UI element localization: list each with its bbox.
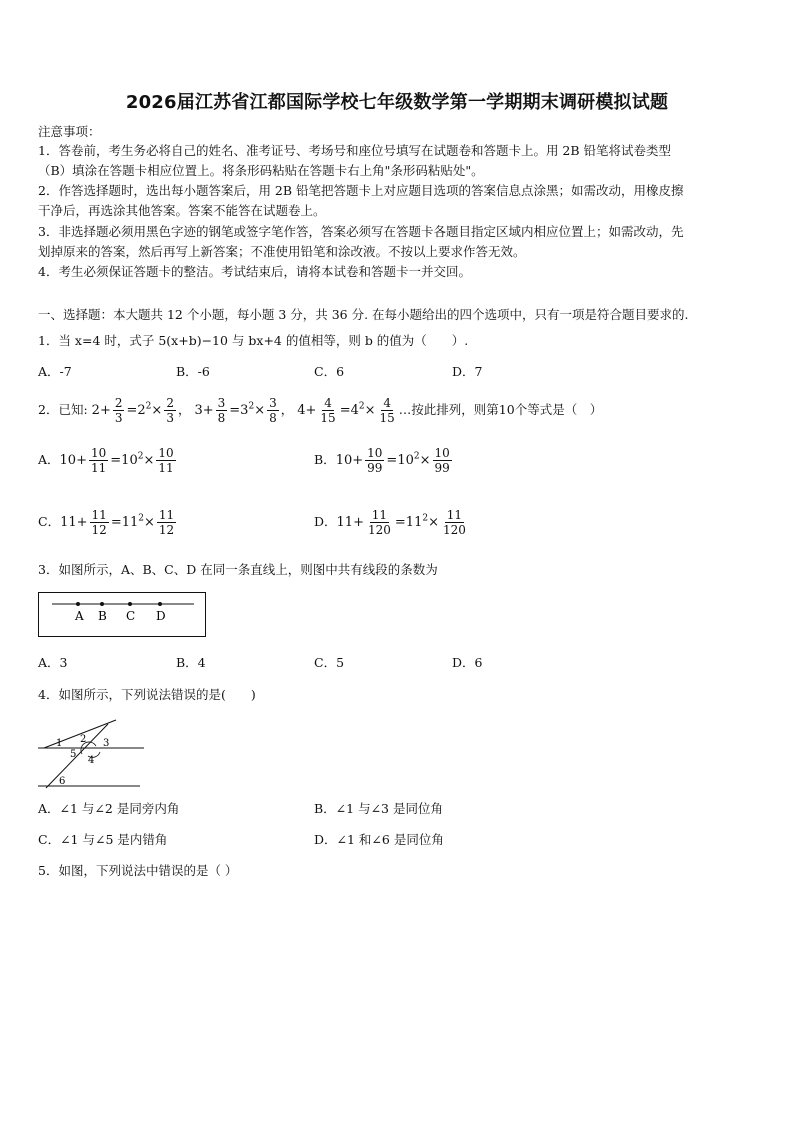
q4-angle-figure [36, 716, 146, 790]
q3-option-d: D．6 [452, 655, 483, 670]
note-line: （B）填涂在答题卡相应位置上。将条形码粘贴在答题卡右上角"条形码粘贴处"。 [38, 163, 484, 178]
q2-option-a: A．10+ $\frac{10}{11}$ $=10^2\times$ $\frac{10}{11}$ [38, 446, 174, 475]
q2-option-c: C．11+ $\frac{11}{12}$ $=11^2\times$ $\frac{11}{12}$ [38, 508, 175, 537]
note-line: 1．答卷前，考生务必将自己的姓名、准考证号、考场号和座位号填写在试题卷和答题卡上。用 2B 铅笔将试卷类型 [38, 143, 672, 158]
q2-option-d: D．11+ $\frac{11}{120}$ $=11^2\times$ $\frac{11}{120}$ [314, 508, 466, 537]
q3-option-a: A．3 [38, 655, 68, 670]
point-label-c: C [126, 609, 136, 623]
question-3-stem: 3．如图所示，A、B、C、D 在同一条直线上，则图中共有线段的条数为 [38, 562, 438, 577]
question-2-stem: 2．已知: 2+ $\frac{2}{3}$ $=2^2\times$ $\frac{2}{3}$ ， 3+ $\frac{3}{8}$ $=3^2\times$ $\frac{3}{8}$ ， 4+ $\frac{4}{15}$ $=4^2\times$ $\frac{4}{15}$ …按此排列，则第10个等式是（ ） [38, 396, 603, 425]
q4-option-b: B．∠1 与∠3 是同位角 [314, 801, 443, 816]
note-line: 划掉原来的答案，然后再写上新答案；不准使用铅笔和涂改液。不按以上要求作答无效。 [38, 244, 526, 259]
q2-prefix: 2．已知: [38, 402, 88, 417]
q1-option-c: C．6 [314, 364, 345, 379]
note-line: 2．作答选择题时，选出每小题答案后，用 2B 铅笔把答题卡上对应题目选项的答案信息点涂黑；如需改动，用橡皮擦 [38, 183, 684, 198]
point-label-d: D [156, 609, 166, 623]
note-line: 干净后，再选涂其他答案。答案不能答在试题卷上。 [38, 203, 326, 218]
q1-option-a: A．-7 [38, 364, 72, 379]
note-line: 4．考生必须保证答题卡的整洁。考试结束后，请将本试卷和答题卡一并交回。 [38, 264, 471, 279]
angle-label-1: 1 [56, 738, 63, 749]
section-heading: 一、选择题：本大题共 12 个小题，每小题 3 分，共 36 分. 在每小题给出的四个选项中，只有一项是符合题目要求的. [38, 307, 689, 322]
q4-option-d: D．∠1 和∠6 是同位角 [314, 832, 444, 847]
note-line: 3．非选择题必须用黑色字迹的钢笔或签字笔作答，答案必须写在答题卡各题目指定区域内相应位置上；如需改动，先 [38, 224, 684, 239]
angle-label-5: 5 [70, 749, 77, 760]
point-label-a: A [75, 609, 84, 623]
transversal-lower [46, 724, 108, 788]
notes-heading: 注意事项： [38, 124, 101, 139]
question-5-stem: 5．如图，下列说法中错误的是（ ） [38, 863, 238, 878]
point-label-b: B [98, 609, 107, 623]
q2-term: 4+ $\frac{4}{15}$ $=4^2\times$ $\frac{4}{15}$ [297, 396, 395, 425]
q2-term: 2+ $\frac{2}{3}$ $=2^2\times$ $\frac{2}{3}$ [91, 396, 174, 425]
q3-option-c: C．5 [314, 655, 345, 670]
point-b [100, 602, 104, 606]
q3-option-b: B．4 [176, 655, 206, 670]
page-title: 2026届江苏省江都国际学校七年级数学第一学期期末调研模拟试题 [125, 92, 669, 113]
q1-option-b: B．-6 [176, 364, 210, 379]
point-c [128, 602, 132, 606]
angle-label-6: 6 [59, 776, 66, 787]
point-d [158, 602, 162, 606]
q2-suffix: …按此排列，则第10个等式是（ ） [398, 402, 603, 417]
angle-label-3: 3 [103, 738, 110, 749]
q2-term: 3+ $\frac{3}{8}$ $=3^2\times$ $\frac{3}{8}$ [194, 396, 277, 425]
q2-option-b: B．10+ $\frac{10}{99}$ $=10^2\times$ $\frac{10}{99}$ [314, 446, 450, 475]
q3-line-figure [38, 592, 208, 638]
angle-label-2: 2 [80, 734, 87, 745]
point-a [76, 602, 80, 606]
figure-frame [39, 593, 206, 637]
q4-option-a: A．∠1 与∠2 是同旁内角 [38, 801, 180, 816]
q1-option-d: D．7 [452, 364, 483, 379]
q4-option-c: C．∠1 与∠5 是内错角 [38, 832, 168, 847]
angle-label-4: 4 [88, 755, 95, 766]
question-1-stem: 1．当 x=4 时，式子 5(x+b)−10 与 bx+4 的值相等，则 b 的值为（ ）. [38, 333, 469, 348]
question-4-stem: 4．如图所示，下列说法错误的是( ) [38, 687, 256, 702]
